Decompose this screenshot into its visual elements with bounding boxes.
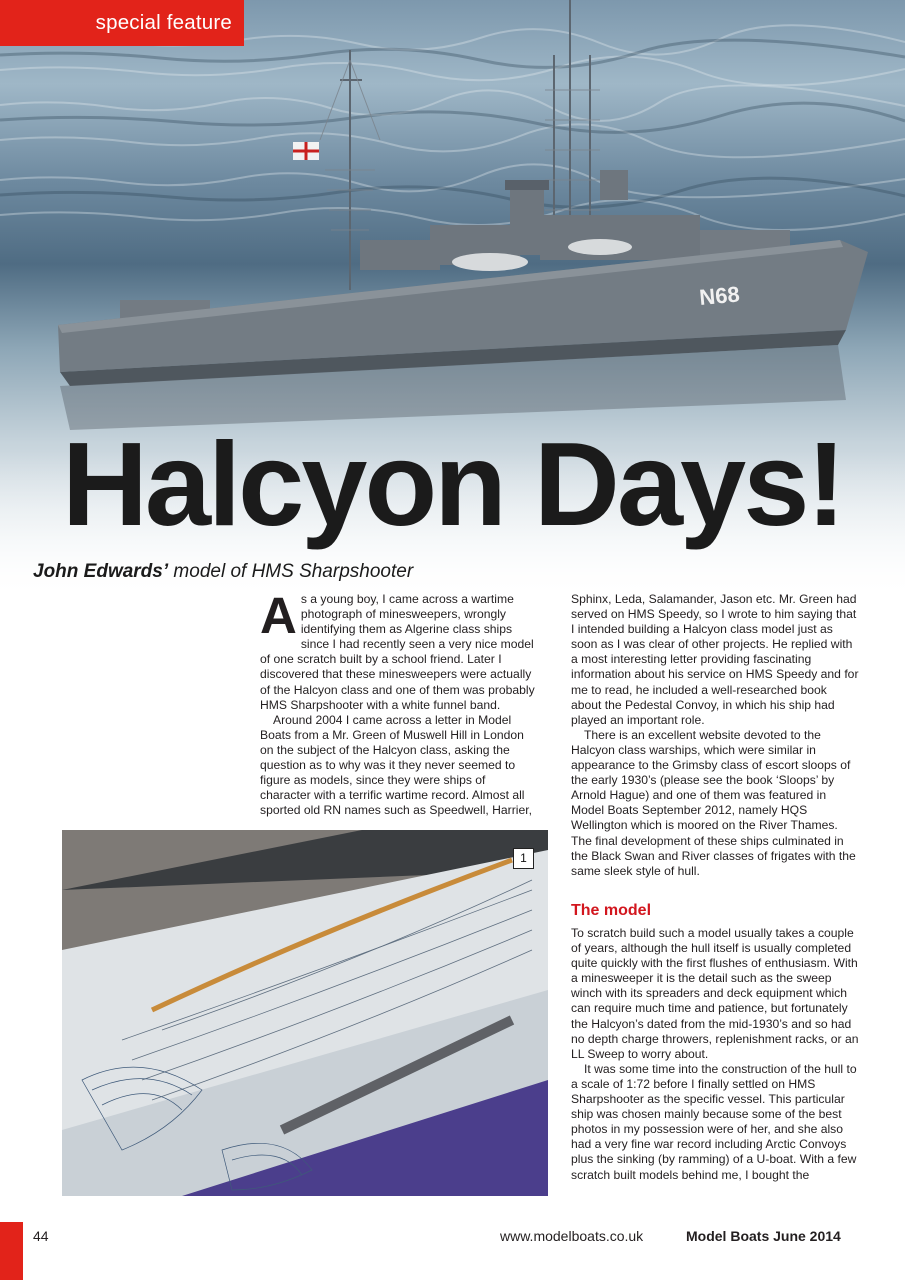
drop-cap: A (260, 587, 297, 644)
paragraph: Around 2004 I came across a letter in Model Boats from a Mr. Green of Muswell Hill in London on the subject of the Halcyon class, asking the question as to why was it they never seemed to figure as models, since they were ships of character with a terrific wartime record. Almost all sported old RN names such as Speedwell, Harrier, (260, 712, 532, 818)
figure-number: 1 (513, 848, 534, 869)
article-column-3 (571, 926, 860, 1183)
byline-subtitle: model of HMS Sharpshooter (168, 561, 414, 582)
magazine-issue: Model Boats June 2014 (686, 1228, 841, 1244)
page-edge-tab (0, 1222, 23, 1280)
paragraph: s a young boy, I came across a wartime photograph of minesweepers, wrongly identifying them as Algerine class ships since I had recently seen a very nice model of one scratch built by a school friend. Later I discovered that these minesweepers were actually of the Halcyon class and one of them was probably HMS Sharpshooter with a white funnel band. (260, 592, 535, 712)
hull-plans-illustration (62, 830, 548, 1196)
page-number: 44 (33, 1228, 49, 1244)
byline (33, 561, 413, 583)
paragraph: To scratch build such a model usually takes a couple of years, although the hull itself is usually completed quite quickly with the first flushes of enthusiasm. With a minesweeper it is the detail such as the sweep winch with its spreaders and deck equipment which can require much time and patience, but fortunately the Halcyon’s dated from the mid-1930’s and so had no depth charge throwers, replenishment racks, or an LL Sweep to worry about. (571, 926, 859, 1061)
article-column-1 (260, 587, 538, 818)
section-heading: The model (571, 902, 652, 919)
section-badge: special feature (0, 0, 244, 46)
article-title: Halcyon Days! (61, 418, 844, 551)
paragraph: There is an excellent website devoted to the Halcyon class warships, which were similar in appearance to the Grimsby class of escort sloops of the early 1930’s (please see the book ‘Sloops’ by Arnold Hague) and one of them was featured in Model Boats September 2012, namely HQS Wellington which is moored on the River Thames. The final development of these ships culminated in the Black Swan and River classes of frigates with the same sleek style of hull. (571, 727, 856, 878)
website-link[interactable]: www.modelboats.co.uk (500, 1228, 644, 1244)
byline-author: John Edwards’ (33, 561, 169, 582)
figure-1-photo (62, 830, 548, 1196)
paragraph: It was some time into the construction of the hull to a scale of 1:72 before I finally settled on HMS Sharpshooter as the specific vessel. This particular ship was chosen mainly because some of the best photos in my possession were of her, and she also had a very fine war record including Arctic Convoys plus the sinking (by ramming) of a U-boat. With a few scratch built models behind me, I bought the (571, 1061, 857, 1182)
article-column-2 (571, 592, 860, 879)
paragraph: Sphinx, Leda, Salamander, Jason etc. Mr. Green had served on HMS Speedy, so I wrote to him saying that I intended building a Halcyon class model just as soon as I was clear of other projects. He replied with a most interesting letter providing fascinating information about his service on HMS Speedy and for me to read, he included a well-researched book about the Pedestal Convoy, in which his ship had played an important role. (571, 592, 859, 727)
